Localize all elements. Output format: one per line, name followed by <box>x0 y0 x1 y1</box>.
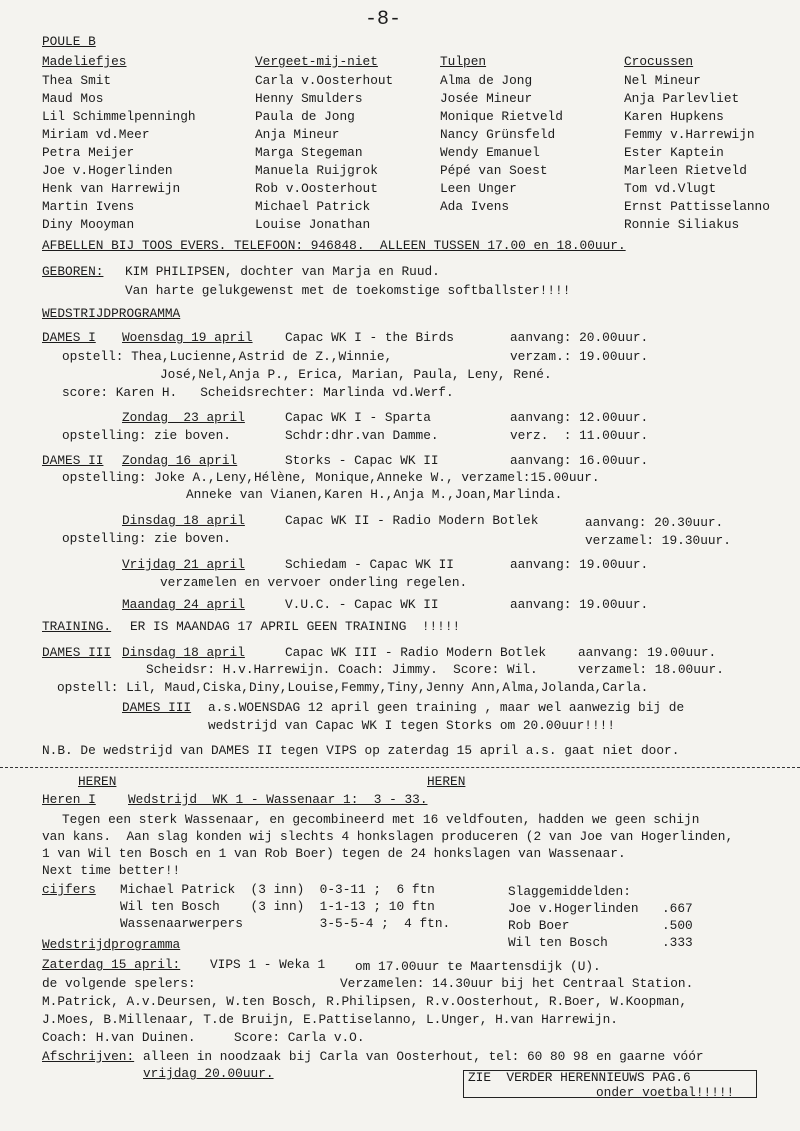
training-note-cont: wedstrijd van Capac WK I tegen Storks om 20.00uur!!!! <box>208 718 616 733</box>
opstelling: opstell: Thea,Lucienne,Astrid de Z.,Winnie, <box>62 349 393 364</box>
match-aanvang: aanvang: 12.00uur. <box>510 410 649 425</box>
pitcher-stats: Wil ten Bosch (3 inn) 1-1-13 ; 10 ftn <box>120 899 435 914</box>
afschrijven-text: alleen in noodzaak bij Carla van Oosterhout, tel: 60 80 98 en gaarne vóór <box>143 1049 704 1064</box>
team-heren-1: Heren I <box>42 792 96 807</box>
pitcher-stats: Michael Patrick (3 inn) 0-3-11 ; 6 ftn <box>120 882 435 897</box>
heren-tab: HEREN <box>78 774 117 789</box>
list-item: Maud Mos <box>42 91 104 106</box>
match-aanvang: aanvang: 19.00uur. <box>578 645 717 660</box>
list-item: Alma de Jong <box>440 73 533 88</box>
report-line: Tegen een sterk Wassenaar, en gecombineerd met 16 veldfouten, hadden we geen schijn <box>62 812 700 827</box>
list-item: Anja Mineur <box>255 127 340 142</box>
list-item: Manuela Ruijgrok <box>255 163 378 178</box>
player-list: M.Patrick, A.v.Deursen, W.ten Bosch, R.Philipsen, R.v.Oosterhout, R.Boer, W.Koopman, <box>42 994 688 1009</box>
pitcher-stats: Wassenaarwerpers 3-5-5-4 ; 4 ftn. <box>120 916 451 931</box>
team-dames-3-note: DAMES III <box>122 700 192 715</box>
list-item: Anja Parlevliet <box>624 91 740 106</box>
list-item: Tom vd.Vlugt <box>624 181 717 196</box>
heren-tab-2: HEREN <box>427 774 466 789</box>
batter-name: Rob Boer <box>508 918 570 933</box>
list-item: Carla v.Oosterhout <box>255 73 394 88</box>
wedstrijdprogramma-heading: WEDSTRIJDPROGRAMMA <box>42 306 181 321</box>
batter-average: .500 <box>662 918 693 933</box>
training-text: ER IS MAANDAG 17 APRIL GEEN TRAINING !!!!! <box>130 619 461 634</box>
section-title: POULE B <box>42 34 96 49</box>
team-dames-2: DAMES II <box>42 453 104 468</box>
team-dames-1: DAMES I <box>42 330 96 345</box>
match-teams: Capac WK I - the Birds <box>285 330 454 345</box>
training-label: TRAINING. <box>42 619 112 634</box>
page-divider <box>0 767 800 768</box>
list-item: Marleen Rietveld <box>624 163 747 178</box>
training-note: a.s.WOENSDAG 12 april geen training , maar wel aanwezig bij de <box>208 700 685 715</box>
list-item: Petra Meijer <box>42 145 135 160</box>
nb-notice: N.B. De wedstrijd van DAMES II tegen VIPS op zaterdag 15 april a.s. gaat niet door. <box>42 743 680 758</box>
list-item: Rob v.Oosterhout <box>255 181 378 196</box>
list-item: Ada Ivens <box>440 199 510 214</box>
list-item: Henk van Harrewijn <box>42 181 181 196</box>
match-time: om 17.00uur te Maartensdijk (U). <box>355 959 601 974</box>
list-item: Leen Unger <box>440 181 517 196</box>
heren-result: Wedstrijd WK 1 - Wassenaar 1: 3 - 33. <box>128 792 428 807</box>
list-item: Thea Smit <box>42 73 112 88</box>
match-aanvang: aanvang: 19.00uur. <box>510 597 649 612</box>
list-item: Diny Mooyman <box>42 217 135 232</box>
verzamel: Verzamelen: 14.30uur bij het Centraal Station. <box>340 976 694 991</box>
match-date: Dinsdag 18 april <box>122 645 245 660</box>
list-item: Pépé van Soest <box>440 163 548 178</box>
opstelling: opstelling: Joke A.,Leny,Hélène, Monique,Anneke W., verzamel:15.00uur. <box>62 470 600 485</box>
batter-name: Joe v.Hogerlinden <box>508 901 639 916</box>
verzamel: verzamel: 18.00uur. <box>578 662 724 677</box>
afschrijven-label: Afschrijven: <box>42 1049 135 1064</box>
opstelling-cont: José,Nel,Anja P., Erica, Marian, Paula, Leny, René. <box>160 367 552 382</box>
afbellen-notice: AFBELLEN BIJ TOOS EVERS. TELEFOON: 946848. ALLEEN TUSSEN 17.00 en 18.00uur. <box>42 238 626 253</box>
vervoer-note: verzamelen en vervoer onderling regelen. <box>160 575 468 590</box>
list-item: Marga Stegeman <box>255 145 363 160</box>
match-aanvang: aanvang: 20.30uur. <box>585 515 724 530</box>
list-item: Femmy v.Harrewijn <box>624 127 755 142</box>
geboren-line-2: Van harte gelukgewenst met de toekomstige softballster!!!! <box>125 283 571 298</box>
list-item: Josée Mineur <box>440 91 533 106</box>
list-item: Nel Mineur <box>624 73 701 88</box>
opstelling: opstelling: zie boven. <box>62 531 231 546</box>
list-item: Nancy Grünsfeld <box>440 127 556 142</box>
list-item: Paula de Jong <box>255 109 355 124</box>
list-item: Ester Kaptein <box>624 145 724 160</box>
report-line: Next time better!! <box>42 863 181 878</box>
verzamel: verz. : 11.00uur. <box>510 428 649 443</box>
batter-average: .333 <box>662 935 693 950</box>
geboren-label: GEBOREN: <box>42 264 104 279</box>
score-line: score: Karen H. Scheidsrechter: Marlinda vd.Werf. <box>62 385 454 400</box>
col-header-madeliefjes: Madeliefjes <box>42 54 127 69</box>
opstelling-cont: Anneke van Vianen,Karen H.,Anja M.,Joan,Marlinda. <box>186 487 563 502</box>
match-date: Zondag 16 april <box>122 453 238 468</box>
heren-wedstrijdprogramma: Wedstrijdprogramma <box>42 937 181 952</box>
list-item: Lil Schimmelpenningh <box>42 109 196 124</box>
match-date: Maandag 24 april <box>122 597 245 612</box>
list-item: Michael Patrick <box>255 199 371 214</box>
coach-line: Coach: H.van Duinen. Score: Carla v.O. <box>42 1030 365 1045</box>
cijfers-label: cijfers <box>42 882 96 897</box>
verzamel: verzamel: 19.30uur. <box>585 533 731 548</box>
match-aanvang: aanvang: 20.00uur. <box>510 330 649 345</box>
slaggemiddelden-heading: Slaggemiddelden: <box>508 884 631 899</box>
list-item: Miriam vd.Meer <box>42 127 150 142</box>
col-header-crocussen: Crocussen <box>624 54 694 69</box>
match-date: Zondag 23 april <box>122 410 245 425</box>
match-teams: Schiedam - Capac WK II <box>285 557 454 572</box>
spelers-label: de volgende spelers: <box>42 976 196 991</box>
batter-average: .667 <box>662 901 693 916</box>
list-item: Ernst Pattisselanno <box>624 199 770 214</box>
team-dames-3: DAMES III <box>42 645 112 660</box>
page-number: -8- <box>365 8 402 31</box>
match-teams: Capac WK III - Radio Modern Botlek <box>285 645 547 660</box>
list-item: Louise Jonathan <box>255 217 371 232</box>
report-line: 1 van Wil ten Bosch en 1 van Rob Boer) tegen de 24 honkslagen van Wassenaar. <box>42 846 626 861</box>
see-also-line-1: ZIE VERDER HERENNIEUWS PAG.6 <box>468 1070 691 1085</box>
opstelling: opstelling: zie boven. <box>62 428 231 443</box>
match-teams: VIPS 1 - Weka 1 <box>210 957 326 972</box>
match-date: Vrijdag 21 april <box>122 557 245 572</box>
geboren-line-1: KIM PHILIPSEN, dochter van Marja en Ruud. <box>125 264 440 279</box>
batter-name: Wil ten Bosch <box>508 935 608 950</box>
list-item: Henny Smulders <box>255 91 363 106</box>
col-header-vergeet: Vergeet-mij-niet <box>255 54 378 69</box>
match-teams: Capac WK I - Sparta <box>285 410 431 425</box>
list-item: Ronnie Siliakus <box>624 217 740 232</box>
match-aanvang: aanvang: 19.00uur. <box>510 557 649 572</box>
scheids-line: Scheidsr: H.v.Harrewijn. Coach: Jimmy. Score: Wil. <box>146 662 538 677</box>
verzamel: verzam.: 19.00uur. <box>510 349 649 364</box>
scheidsrechter: Schdr:dhr.van Damme. <box>285 428 439 443</box>
list-item: Joe v.Hogerlinden <box>42 163 173 178</box>
match-aanvang: aanvang: 16.00uur. <box>510 453 649 468</box>
player-list: J.Moes, B.Millenaar, T.de Bruijn, E.Pattiselanno, L.Unger, H.van Harrewijn. <box>42 1012 618 1027</box>
match-teams: Storks - Capac WK II <box>285 453 439 468</box>
list-item: Wendy Emanuel <box>440 145 540 160</box>
match-date: Dinsdag 18 april <box>122 513 245 528</box>
match-teams: V.U.C. - Capac WK II <box>285 597 439 612</box>
col-header-tulpen: Tulpen <box>440 54 487 69</box>
see-also-line-2: onder voetbal!!!!! <box>596 1085 735 1100</box>
afschrijven-deadline: vrijdag 20.00uur. <box>143 1066 274 1081</box>
report-line: van kans. Aan slag konden wij slechts 4 honkslagen produceren (2 van Joe van Hogerlinden, <box>42 829 734 844</box>
match-date: Woensdag 19 april <box>122 330 253 345</box>
opstelling: opstell: Lil, Maud,Ciska,Diny,Louise,Femmy,Tiny,Jenny Ann,Alma,Jolanda,Carla. <box>57 680 649 695</box>
list-item: Monique Rietveld <box>440 109 563 124</box>
match-date: Zaterdag 15 april: <box>42 957 181 972</box>
match-teams: Capac WK II - Radio Modern Botlek <box>285 513 539 528</box>
list-item: Karen Hupkens <box>624 109 724 124</box>
list-item: Martin Ivens <box>42 199 135 214</box>
